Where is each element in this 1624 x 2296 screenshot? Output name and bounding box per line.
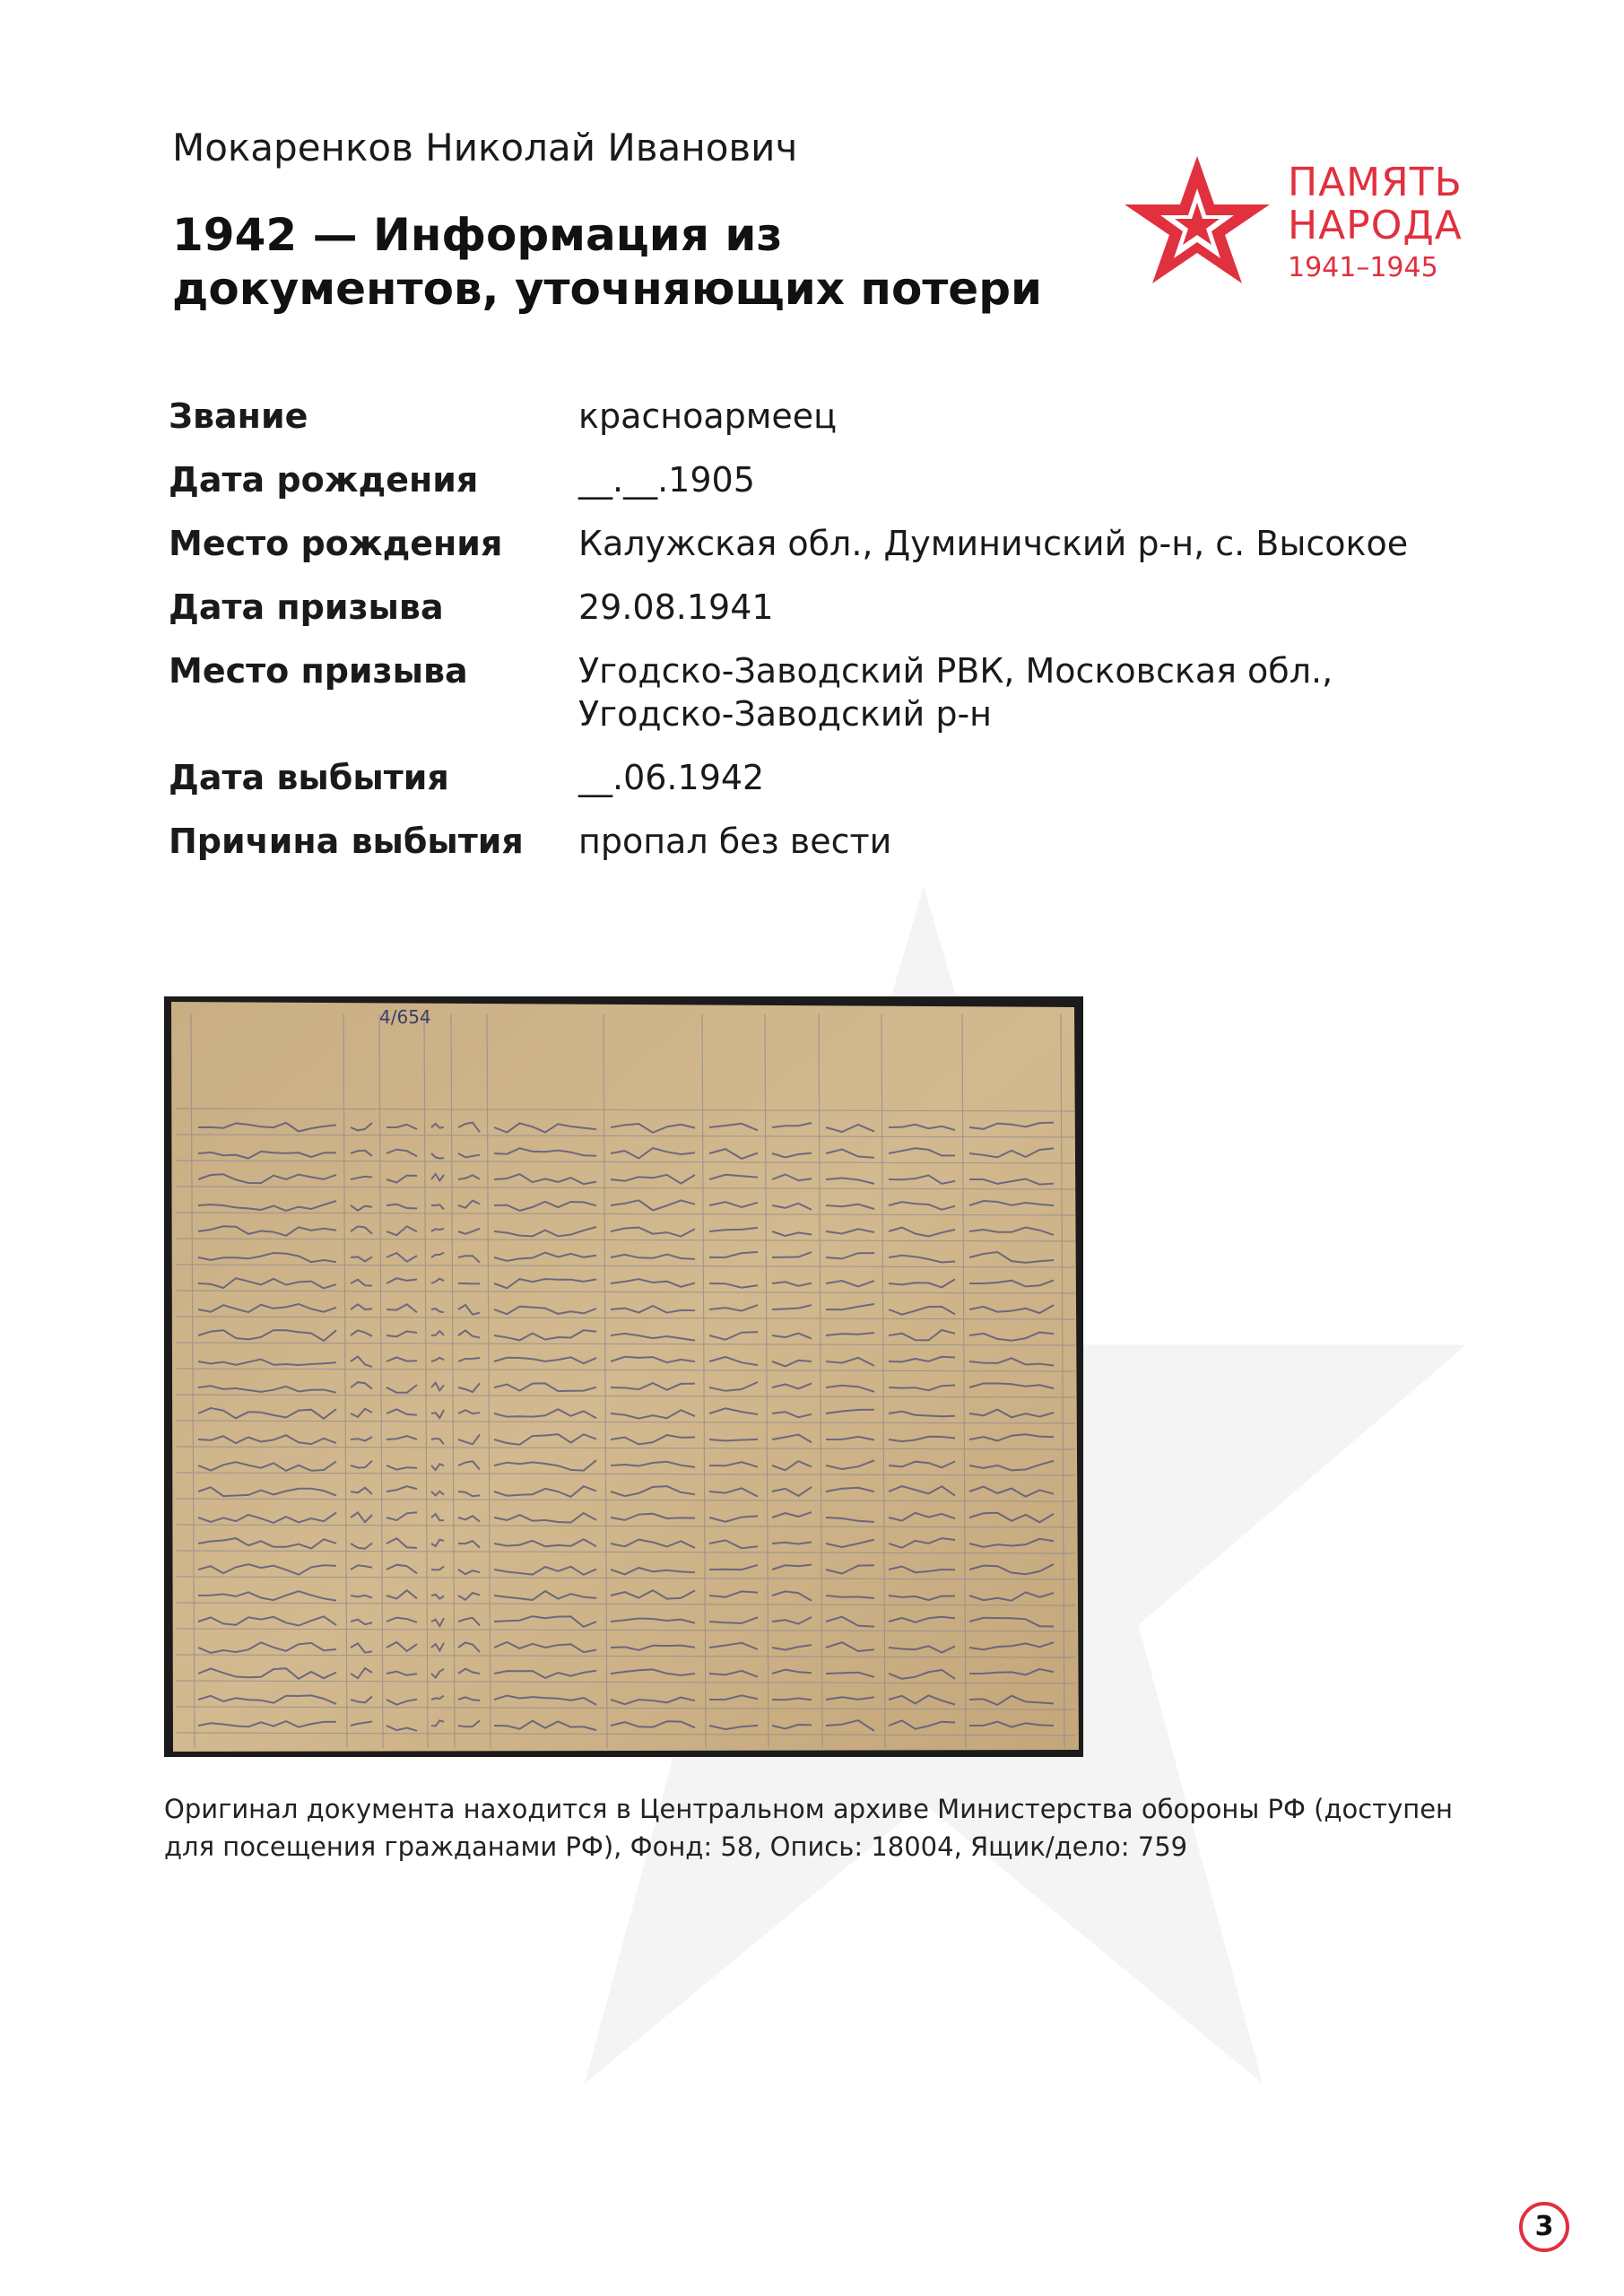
document-header-number: 4/654 [379,1006,431,1028]
logo-line1: ПАМЯТЬ [1288,160,1463,205]
field-value: пропал без вести [578,822,892,861]
field-value: 29.08.1941 [578,587,774,627]
field-value: __.__.1905 [578,460,755,500]
field-leave-reason [169,820,1469,883]
red-star-icon [1121,152,1273,287]
scanned-archive-document-image [164,996,1083,1757]
person-name: Мокаренков Николай Иванович [172,126,798,170]
field-label: Место призыва [169,651,468,691]
field-label: Дата рождения [169,460,479,500]
field-birth-place [169,522,1469,586]
field-rank [169,395,1469,458]
field-birth-date [169,458,1469,522]
field-label: Дата призыва [169,587,444,627]
field-label: Место рождения [169,524,503,563]
field-leave-date [169,756,1469,820]
field-value: красноармеец [578,396,838,436]
logo-years: 1941–1945 [1288,252,1438,283]
field-draft-place [169,649,1469,756]
pamyat-naroda-logo [1121,152,1489,296]
archive-document-scan[interactable] [164,996,1083,1757]
field-draft-date [169,586,1469,649]
field-value: __.06.1942 [578,758,765,797]
page-number: 3 [1519,2202,1569,2252]
field-label: Дата выбытия [169,758,449,797]
page-title: 1942 — Информация из документов, уточняющих потери [172,209,1043,315]
document-caption: Оригинал документа находится в Центральном архиве Министерства обороны РФ (доступен для посещения гражданами РФ), Фонд: 58, Опись: 18004, Ящик/дело: 759 [164,1794,1454,1862]
info-fields [169,395,1469,883]
field-label: Звание [169,396,308,436]
logo-line2: НАРОДА [1288,203,1463,248]
field-value: Угодско-Заводский РВК, Московская обл., Угодско-Заводский р-н [578,651,1333,734]
field-value: Калужская обл., Думиничский р-н, с. Высокое [578,524,1409,563]
field-label: Причина выбытия [169,822,524,861]
